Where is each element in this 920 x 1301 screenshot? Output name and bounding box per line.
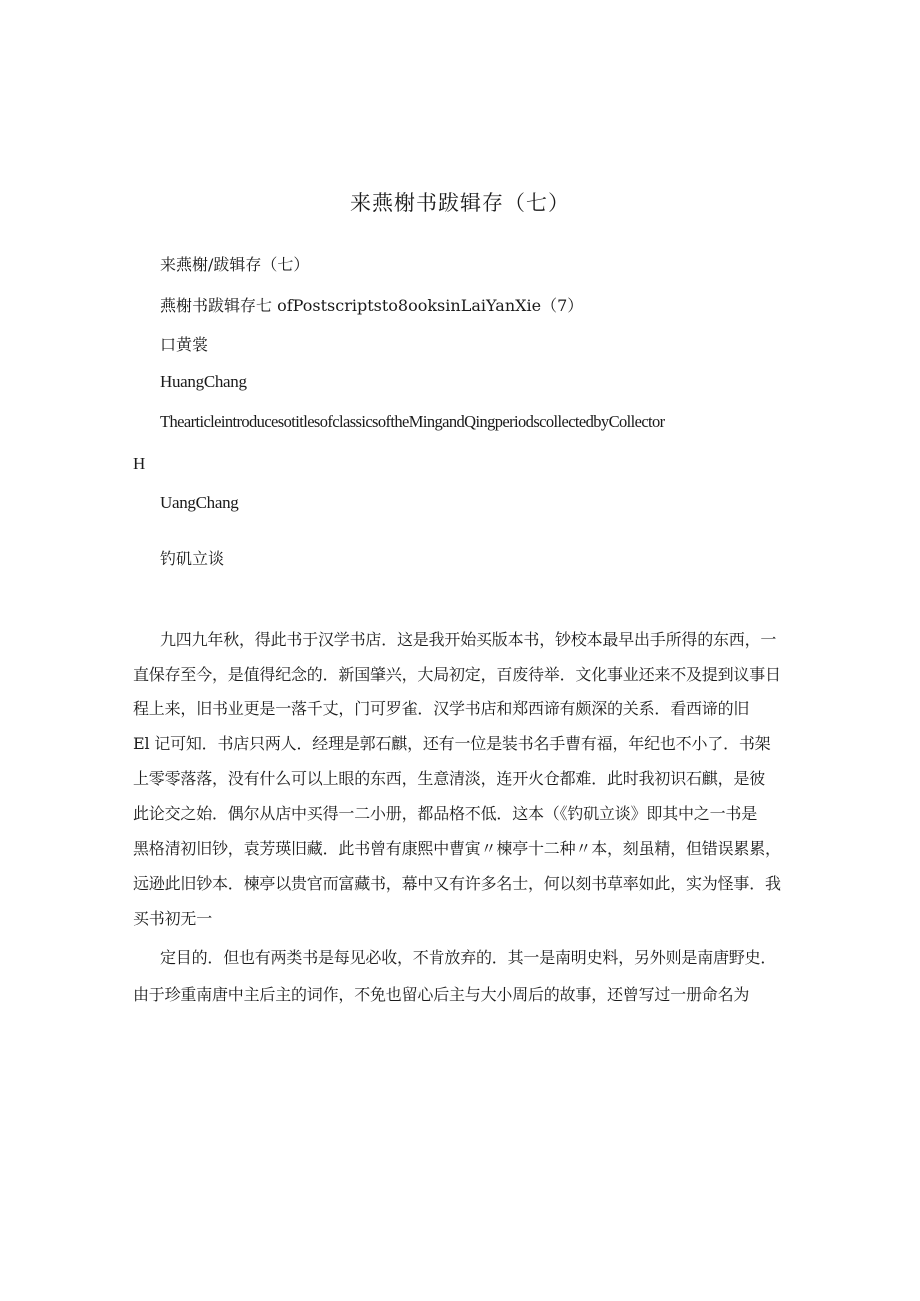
body-paragraph-line: 九四九年秋，得此书于汉学书店．这是我开始买版本书，钞校本最早出手所得的东西，一 (160, 630, 777, 649)
body-paragraph-line: 上零零落落，没有什么可以上眼的东西，生意清淡，连开火仓都难．此时我初识石麒，是彼 (133, 769, 766, 788)
author-en: HuangChang (160, 372, 247, 391)
author-cn: 口黄裳 (160, 335, 209, 354)
body-paragraph-line: El 记可知．书店只两人．经理是郭石麒，还有一位是装书名手曹有福，年纪也不小了．书架 (133, 734, 771, 753)
body-paragraph-line: 直保存至今，是值得纪念的．新国肇兴，大局初定，百废待举．文化事业还来不及提到议事日 (133, 665, 781, 684)
subtitle: 来燕榭/跋辑存（七） (160, 255, 310, 274)
body-paragraph-line: 黑格清初旧钞，袁芳瑛旧藏．此书曾有康熙中曹寅〃楝亭十二种〃本，刻虽精，但错误累累， (133, 839, 781, 858)
abstract-line: ThearticleintroducesotitlesofclassicsoftheMingandQingperiodscollectedbyCollector (160, 412, 665, 431)
document-title: 来燕榭书跋辑存（七） (350, 191, 570, 215)
body-paragraph-line: 远逊此旧钞本．楝亭以贵官而富藏书，幕中又有许多名士，何以刻书草率如此，实为怪事．我 (133, 874, 781, 893)
body-paragraph-line: 定目的．但也有两类书是每见必收，不肯放弃的．其一是南明史料，另外则是南唐野史． (160, 948, 777, 967)
body-paragraph-line: 买书初无一 (133, 909, 213, 928)
body-paragraph-line: 程上来，旧书业更是一落千丈，门可罗雀．汉学书店和郑西谛有颇深的关系．看西谛的旧 (133, 699, 750, 718)
section-heading: 钓矶立谈 (160, 549, 225, 568)
body-paragraph-line: 由于珍重南唐中主后主的词作，不免也留心后主与大小周后的故事，还曾写过一册命名为 (133, 985, 750, 1004)
abstract-tail: H (133, 454, 146, 473)
abstract-tail-2: UangChang (160, 493, 239, 512)
body-paragraph-line: 此论交之始．偶尔从店中买得一二小册，都品格不低．这本（《钓矶立谈》即其中之一书是 (133, 804, 758, 823)
english-title: 燕榭书跋辑存七 ofPostscriptsto8ooksinLaiYanXie（7） (160, 296, 584, 315)
